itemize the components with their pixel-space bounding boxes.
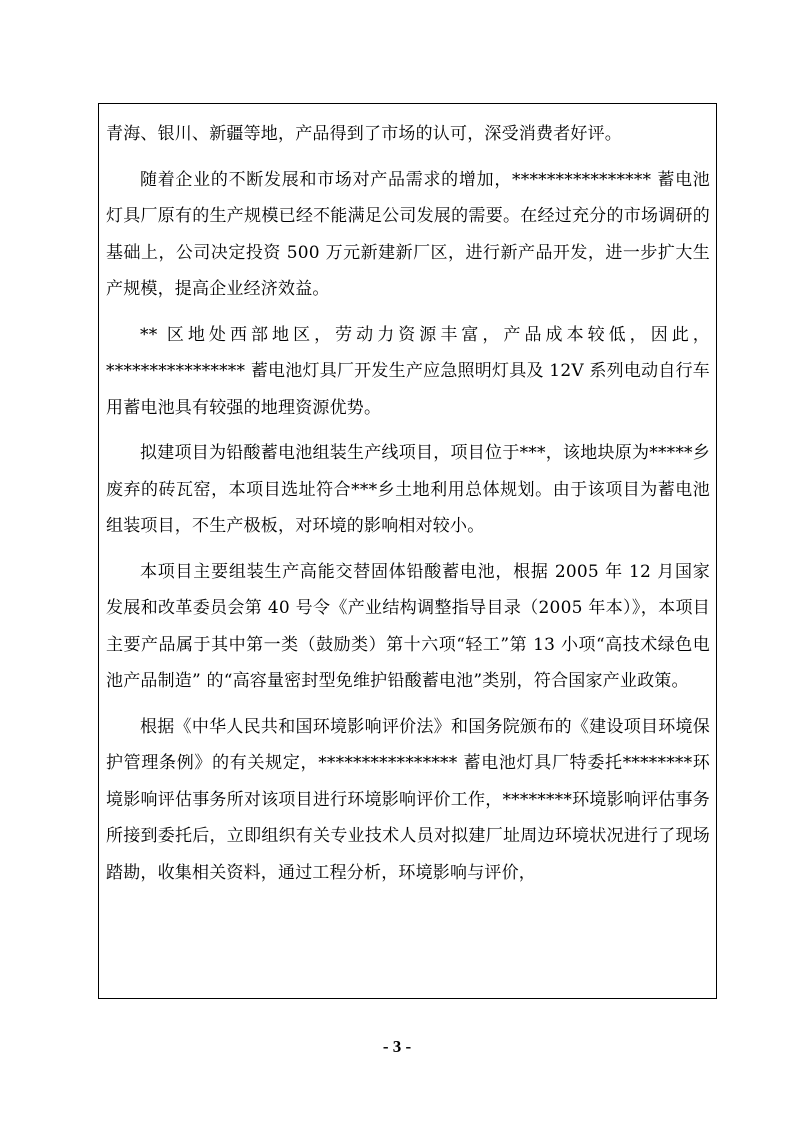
content-frame bbox=[98, 103, 717, 999]
paragraph-regional-advantage: ** 区地处西部地区，劳动力资源丰富，产品成本较低，因此，**************** 蓄电池灯具厂开发生产应急照明灯具及 12V 系列电动自行车用蓄电池具有较强的地理资源优势。 bbox=[106, 324, 710, 418]
paragraph-project-location: 拟建项目为铅酸蓄电池组装生产线项目，项目位于***，该地块原为*****乡废弃的砖瓦窑，本项目选址符合***乡土地利用总体规划。由于该项目为蓄电池组装项目，不生产极板，对环境的影响相对较小。 bbox=[106, 443, 710, 536]
paragraph-continuation: 青海、银川、新疆等地，产品得到了市场的认可，深受消费者好评。 bbox=[106, 124, 622, 144]
page-number: - 3 - bbox=[382, 1037, 412, 1056]
paragraph-expansion-background: 随着企业的不断发展和市场对产品需求的增加，**************** 蓄电池灯具厂原有的生产规模已经不能满足公司发展的需要。在经过充分的市场调研的基础上，公司决定投资 500 万元新建新厂区，进行新产品开发，进一步扩大生产规模，提高企业经济效益。 bbox=[106, 169, 710, 299]
paragraph-legal-basis: 根据《中华人民共和国环境影响评价法》和国务院颁布的《建设项目环境保护管理条例》的有关规定，**************** 蓄电池灯具厂特委托********环境影响评估事务所对该项目进行环境影响评价工作，********环境影响评估事务所接到委托后，立即组织有关专业技术人员对拟建厂址周边环境状况进行了现场踏勘，收集相关资料，通过工程分析，环境影响与评价， bbox=[106, 716, 710, 883]
paragraph-industrial-policy: 本项目主要组装生产高能交替固体铅酸蓄电池，根据 2005 年 12 月国家发展和改革委员会第 40 号令《产业结构调整指导目录（2005 年本）》，本项目主要产品属于其中第一类（鼓励类）第十六项“轻工”第 13 小项“高技术绿色电池产品制造” 的“高容量密封型免维护铅酸蓄电池”类别，符合国家产业政策。 bbox=[106, 561, 710, 691]
